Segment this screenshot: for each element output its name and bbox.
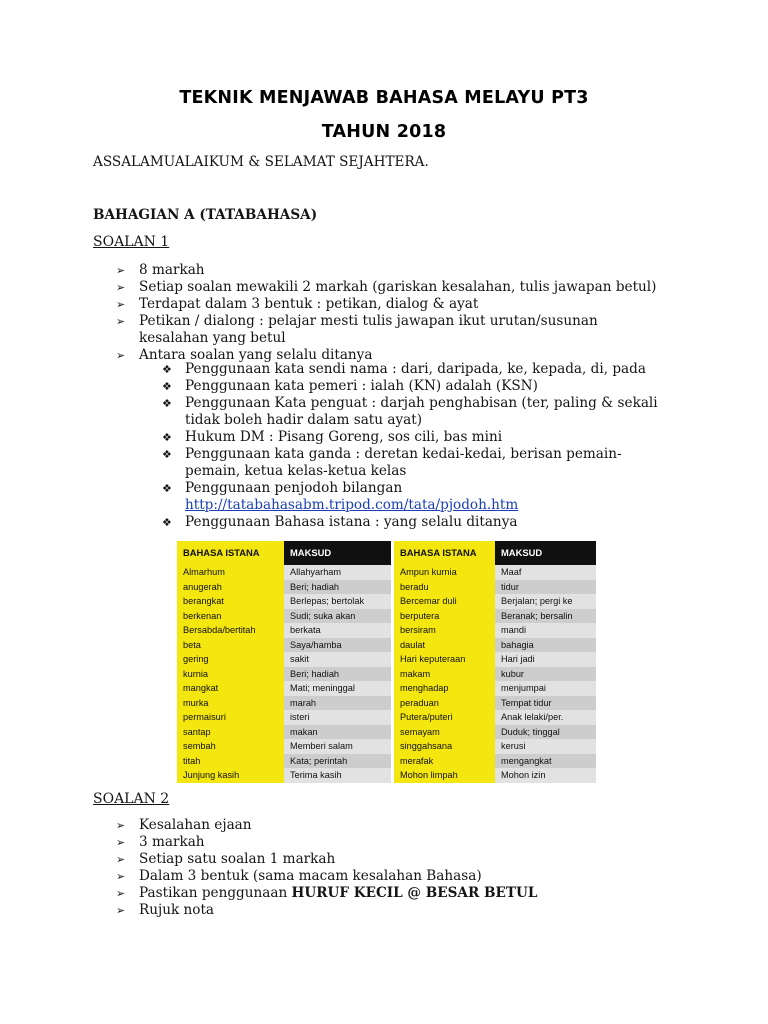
maksud-cell: Terima kasih: [284, 768, 391, 783]
list-item-text: 3 markah: [139, 834, 205, 850]
istana-term-cell: Mohon limpah: [394, 768, 495, 783]
table-row: [177, 667, 596, 682]
table-header-cell: BAHASA ISTANA: [394, 541, 495, 565]
soalan-2-heading: SOALAN 2: [93, 791, 170, 807]
arrow-bullet-icon: ➢: [116, 853, 126, 866]
istana-term-cell: Hari keputeraan: [394, 652, 495, 667]
list-item: [116, 296, 676, 313]
table-row: [177, 754, 596, 769]
table-row: [177, 623, 596, 638]
arrow-bullet-icon: ➢: [116, 315, 126, 328]
list-item-text: Pastikan penggunaan: [139, 885, 292, 901]
table-body: [177, 565, 596, 783]
document-subtitle: TAHUN 2018: [321, 122, 447, 142]
arrow-bullet-icon: ➢: [116, 887, 126, 900]
list-item: [116, 834, 676, 851]
table-row: [177, 710, 596, 725]
arrow-bullet-icon: ➢: [116, 819, 126, 832]
diamond-bullet-icon: ❖: [162, 448, 172, 461]
sublist-item: [162, 514, 682, 531]
list-item: [116, 902, 676, 919]
istana-term-cell: menghadap: [394, 681, 495, 696]
list-item-text: Kesalahan ejaan: [139, 817, 252, 833]
list-item-text: Rujuk nota: [139, 902, 215, 918]
table-header-cell: MAKSUD: [284, 541, 391, 565]
maksud-cell: makan: [284, 725, 391, 740]
maksud-cell: Kata; perintah: [284, 754, 391, 769]
table-row: [177, 565, 596, 580]
maksud-cell: berkata: [284, 623, 391, 638]
bahasa-istana-table: [177, 541, 596, 783]
istana-term-cell: Putera/puteri: [394, 710, 495, 725]
maksud-cell: Duduk; tinggal: [495, 725, 596, 740]
list-item: [116, 885, 676, 902]
table-row: [177, 609, 596, 624]
maksud-cell: bahagia: [495, 638, 596, 653]
sublist-item-text: Penggunaan Bahasa istana : yang selalu ditanya: [185, 514, 518, 530]
table-header-cell: MAKSUD: [495, 541, 596, 565]
diamond-bullet-icon: ❖: [162, 482, 172, 495]
list-item: [116, 279, 676, 296]
sublist-item: [162, 446, 655, 480]
maksud-cell: mandi: [495, 623, 596, 638]
maksud-cell: marah: [284, 696, 391, 711]
istana-term-cell: singgahsana: [394, 739, 495, 754]
document-title: TEKNIK MENJAWAB BAHASA MELAYU PT3: [179, 88, 589, 108]
table-row: [177, 594, 596, 609]
sublist-item: [162, 378, 682, 395]
istana-term-cell: sembah: [177, 739, 284, 754]
maksud-cell: Tempat tidur: [495, 696, 596, 711]
diamond-bullet-icon: ❖: [162, 363, 172, 376]
istana-term-cell: beta: [177, 638, 284, 653]
arrow-bullet-icon: ➢: [116, 836, 126, 849]
maksud-cell: kubur: [495, 667, 596, 682]
istana-term-cell: murka: [177, 696, 284, 711]
penjodoh-bilangan-link[interactable]: http://tatabahasabm.tripod.com/tata/pjodoh.htm: [185, 497, 519, 513]
table-row: [177, 681, 596, 696]
istana-term-cell: bersiram: [394, 623, 495, 638]
maksud-cell: menjumpai: [495, 681, 596, 696]
list-item: [116, 851, 676, 868]
istana-term-cell: Almarhum: [177, 565, 284, 580]
istana-term-cell: berkenan: [177, 609, 284, 624]
istana-term-cell: daulat: [394, 638, 495, 653]
list-item-text: Setiap soalan mewakili 2 markah (gariskan kesalahan, tulis jawapan betul): [139, 279, 657, 295]
arrow-bullet-icon: ➢: [116, 264, 126, 277]
istana-term-cell: kurnia: [177, 667, 284, 682]
sublist-item-text: Penggunaan penjodoh bilangan: [185, 480, 403, 496]
maksud-cell: Mohon izin: [495, 768, 596, 783]
arrow-bullet-icon: ➢: [116, 870, 126, 883]
istana-term-cell: semayam: [394, 725, 495, 740]
soalan-1-list: [116, 262, 676, 364]
sublist-item-text: Penggunaan kata ganda : deretan kedai-kedai, berisan pemain-pemain, ketua kelas-ketua kelas: [185, 446, 622, 479]
list-item-text: Setiap satu soalan 1 markah: [139, 851, 336, 867]
maksud-cell: Beri; hadiah: [284, 667, 391, 682]
maksud-cell: Allahyarham: [284, 565, 391, 580]
emphasis-text: HURUF KECIL @ BESAR BETUL: [291, 885, 538, 901]
table-row: [177, 725, 596, 740]
list-item: [116, 262, 676, 279]
list-item-text: 8 markah: [139, 262, 205, 278]
istana-term-cell: Bercemar duli: [394, 594, 495, 609]
maksud-cell: Sudi; suka akan: [284, 609, 391, 624]
table-row: [177, 638, 596, 653]
sublist-item: [162, 395, 690, 429]
maksud-cell: kerusi: [495, 739, 596, 754]
table-row: [177, 768, 596, 783]
table-row: [177, 739, 596, 754]
diamond-bullet-icon: ❖: [162, 397, 172, 410]
diamond-bullet-icon: ❖: [162, 431, 172, 444]
list-item: [116, 313, 649, 347]
table-row: [177, 580, 596, 595]
istana-term-cell: berputera: [394, 609, 495, 624]
arrow-bullet-icon: ➢: [116, 298, 126, 311]
sublist-item-text: Penggunaan kata sendi nama : dari, daripada, ke, kepada, di, pada: [185, 361, 646, 377]
istana-term-cell: berangkat: [177, 594, 284, 609]
istana-term-cell: Ampun kurnia: [394, 565, 495, 580]
soalan-2-list: [116, 817, 676, 919]
soalan-1-heading: SOALAN 1: [93, 234, 170, 250]
sublist-item: [162, 361, 682, 378]
maksud-cell: tidur: [495, 580, 596, 595]
maksud-cell: mengangkat: [495, 754, 596, 769]
list-item-text: Dalam 3 bentuk (sama macam kesalahan Bahasa): [139, 868, 482, 884]
istana-term-cell: santap: [177, 725, 284, 740]
maksud-cell: Anak lelaki/per.: [495, 710, 596, 725]
maksud-cell: Maaf: [495, 565, 596, 580]
istana-term-cell: merafak: [394, 754, 495, 769]
section-heading: BAHAGIAN A (TATABAHASA): [93, 207, 318, 223]
greeting-text: ASSALAMUALAIKUM & SELAMAT SEJAHTERA.: [93, 154, 429, 170]
maksud-cell: Berlepas; bertolak: [284, 594, 391, 609]
istana-term-cell: Junjung kasih: [177, 768, 284, 783]
table-header-row: [177, 541, 596, 565]
list-item: [116, 868, 676, 885]
istana-term-cell: Bersabda/bertitah: [177, 623, 284, 638]
sublist-item-text: Penggunaan kata pemeri : ialah (KN) adalah (KSN): [185, 378, 538, 394]
list-item-text: Antara soalan yang selalu ditanya: [139, 347, 373, 363]
maksud-cell: Berjalan; pergi ke: [495, 594, 596, 609]
maksud-cell: Mati; meninggal: [284, 681, 391, 696]
list-item: [116, 817, 676, 834]
istana-term-cell: anugerah: [177, 580, 284, 595]
maksud-cell: Hari jadi: [495, 652, 596, 667]
istana-term-cell: gering: [177, 652, 284, 667]
table-row: [177, 696, 596, 711]
istana-term-cell: beradu: [394, 580, 495, 595]
table-header-cell: BAHASA ISTANA: [177, 541, 284, 565]
istana-term-cell: permaisuri: [177, 710, 284, 725]
diamond-bullet-icon: ❖: [162, 380, 172, 393]
sublist-item-text: Penggunaan Kata penguat : darjah penghabisan (ter, paling & sekali tidak boleh hadir dalam satu ayat): [185, 395, 658, 428]
sublist-item: [162, 480, 682, 514]
istana-term-cell: titah: [177, 754, 284, 769]
arrow-bullet-icon: ➢: [116, 349, 126, 362]
istana-term-cell: mangkat: [177, 681, 284, 696]
maksud-cell: Beranak; bersalin: [495, 609, 596, 624]
arrow-bullet-icon: ➢: [116, 904, 126, 917]
arrow-bullet-icon: ➢: [116, 281, 126, 294]
list-item-text: Terdapat dalam 3 bentuk : petikan, dialog & ayat: [139, 296, 479, 312]
soalan-1-sublist: [162, 361, 682, 531]
maksud-cell: Memberi salam: [284, 739, 391, 754]
maksud-cell: sakit: [284, 652, 391, 667]
istana-term-cell: peraduan: [394, 696, 495, 711]
sublist-item-text: Hukum DM : Pisang Goreng, sos cili, bas mini: [185, 429, 503, 445]
maksud-cell: isteri: [284, 710, 391, 725]
sublist-item: [162, 429, 682, 446]
list-item-text: Petikan / dialong : pelajar mesti tulis jawapan ikut urutan/susunan kesalahan yang betul: [139, 313, 598, 346]
istana-term-cell: makam: [394, 667, 495, 682]
table-row: [177, 652, 596, 667]
maksud-cell: Beri; hadiah: [284, 580, 391, 595]
diamond-bullet-icon: ❖: [162, 516, 172, 529]
maksud-cell: Saya/hamba: [284, 638, 391, 653]
